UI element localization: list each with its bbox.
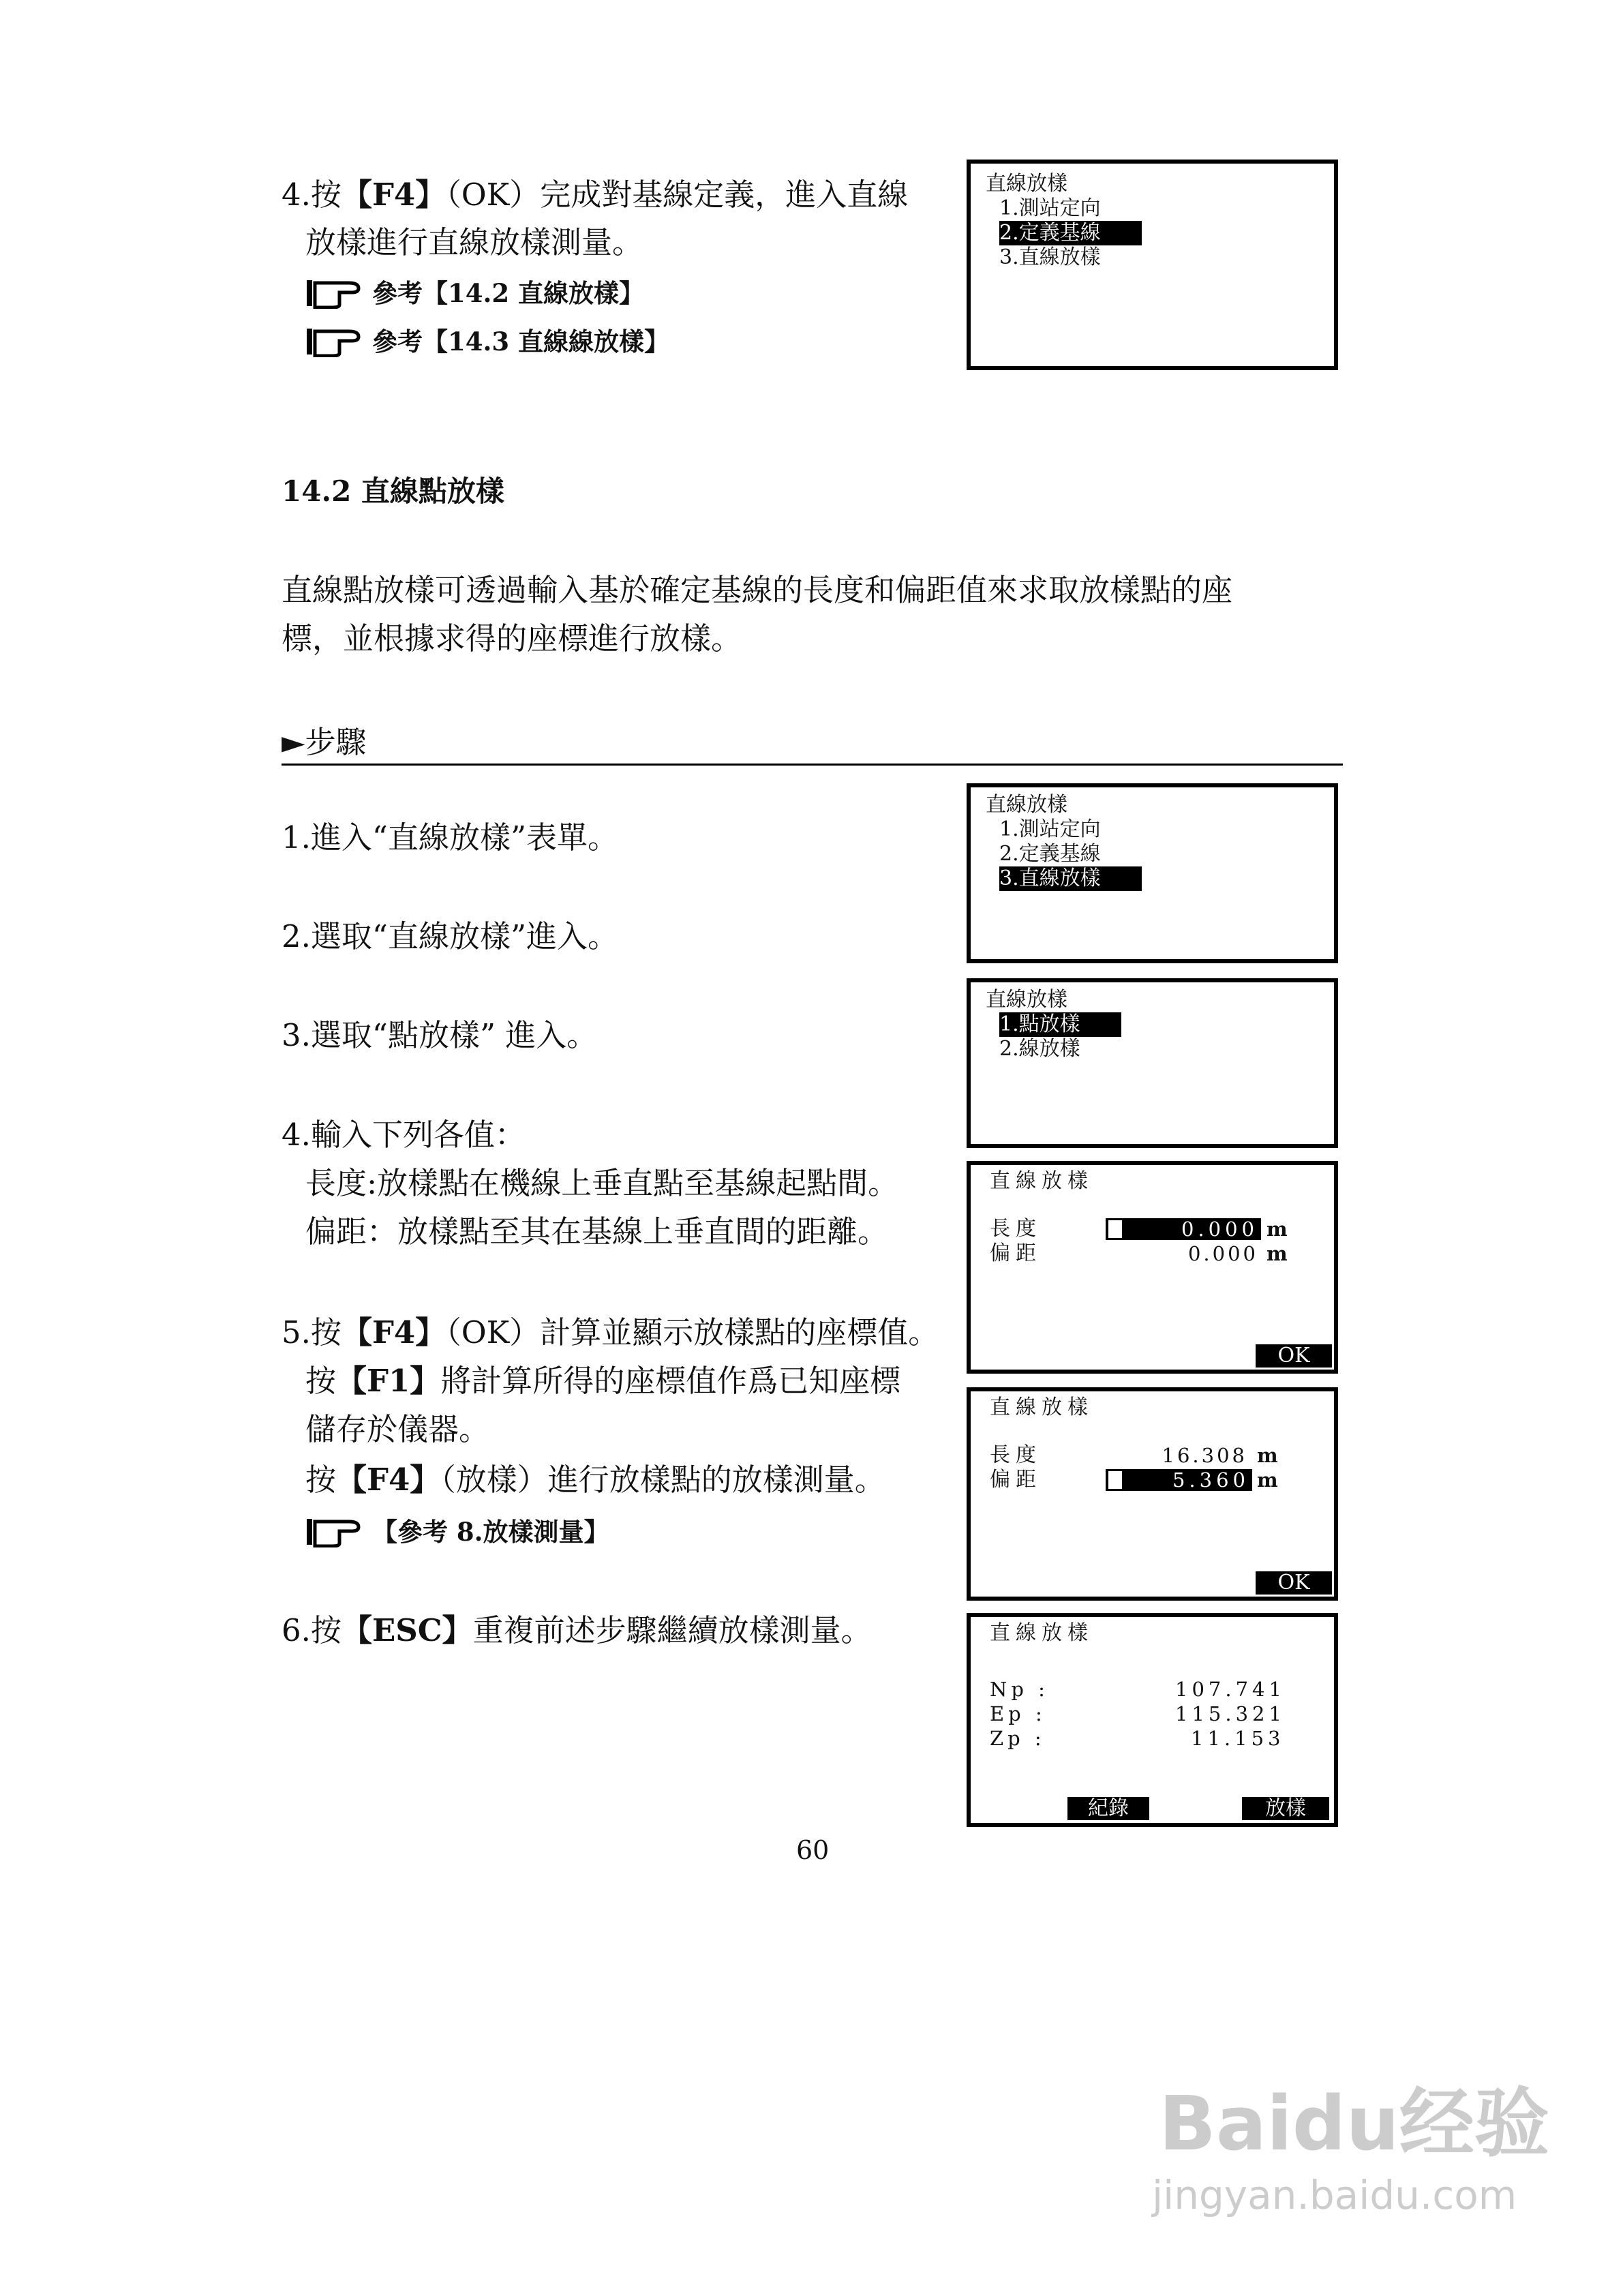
step-2: 2.選取“直線放樣”進入。 xyxy=(282,918,618,954)
np-label: Np : xyxy=(990,1678,1049,1701)
screen-input-empty xyxy=(967,1161,1338,1374)
offset-input[interactable]: 0.000 xyxy=(1187,1242,1258,1265)
ok-softkey[interactable]: OK xyxy=(1256,1344,1332,1368)
step-4-offset: 偏距：放樣點至其在基線上垂直間的距離。 xyxy=(305,1213,889,1250)
screen-title: 直線放樣 xyxy=(986,793,1067,817)
stakeout-softkey[interactable]: 放樣 xyxy=(1242,1797,1329,1820)
length-label: 長度 xyxy=(990,1217,1042,1241)
reference-14-2: 參考【14.2 直線放樣】 xyxy=(305,276,644,310)
menu-item-selected[interactable]: 1.點放樣 xyxy=(999,1012,1121,1037)
step-5-f1: 按【F1】將計算所得的座標值作爲已知座標 xyxy=(305,1363,901,1399)
divider xyxy=(282,764,1343,766)
steps-heading: ►步驟 xyxy=(282,724,367,760)
step-4-length: 長度:放樣點在機線上垂直點至基線起點間。 xyxy=(305,1165,899,1201)
watermark-brand: Baidu经验 xyxy=(1159,2080,1549,2167)
unit: m xyxy=(1266,1242,1292,1265)
page-number: 60 xyxy=(796,1835,830,1865)
section-paragraph-line2: 標，並根據求得的座標進行放樣。 xyxy=(282,620,742,656)
offset-label: 偏距 xyxy=(990,1468,1042,1492)
cursor xyxy=(1108,1471,1122,1489)
pointing-hand-icon xyxy=(305,326,367,357)
menu-item-selected[interactable]: 2.定義基線 xyxy=(999,221,1142,245)
ep-label: Ep : xyxy=(990,1702,1046,1725)
step-5-f4: 按【F4】（放樣）進行放樣點的放樣測量。 xyxy=(305,1462,885,1498)
menu-item[interactable]: 3.直線放樣 xyxy=(999,245,1101,269)
menu-item-selected[interactable]: 3.直線放樣 xyxy=(999,866,1142,891)
step-5: 5.按【F4】（OK）計算並顯示放樣點的座標值。 xyxy=(282,1314,939,1350)
step-1: 1.進入“直線放樣”表單。 xyxy=(282,819,618,856)
unit: m xyxy=(1266,1218,1292,1241)
unit: m xyxy=(1257,1444,1282,1467)
screen-title: 直線放樣 xyxy=(986,172,1067,196)
np-value: 107.741 xyxy=(1175,1678,1286,1701)
step-6: 6.按【ESC】重複前述步驟繼續放樣測量。 xyxy=(282,1612,872,1648)
watermark-url: jingyan.baidu.com xyxy=(1152,2172,1517,2218)
zp-value: 11.153 xyxy=(1191,1727,1285,1750)
screen-menu-point-stakeout xyxy=(967,978,1338,1148)
cursor xyxy=(1108,1220,1122,1238)
offset-input[interactable]: 5.360 xyxy=(1106,1469,1252,1491)
unit: m xyxy=(1257,1468,1282,1492)
section-heading: 14.2 直線點放樣 xyxy=(282,474,504,508)
screen-title: 直線放樣 xyxy=(990,1621,1093,1645)
screen-title: 直線放樣 xyxy=(986,988,1067,1012)
menu-item[interactable]: 1.測站定向 xyxy=(999,196,1101,220)
screen-input-filled xyxy=(967,1387,1338,1601)
length-input[interactable]: 16.308 xyxy=(1162,1444,1247,1467)
zp-label: Zp : xyxy=(990,1727,1046,1750)
section-paragraph-line1: 直線點放樣可透過輸入基於確定基線的長度和偏距值來求取放樣點的座 xyxy=(282,572,1233,608)
pointing-hand-icon xyxy=(305,277,367,309)
baidu-watermark xyxy=(1152,2079,1549,2222)
screen-title: 直線放樣 xyxy=(990,1169,1093,1193)
ep-value: 115.321 xyxy=(1175,1702,1286,1725)
step-4: 4.輸入下列各值： xyxy=(282,1117,526,1153)
reference-8: 【參考 8.放樣測量】 xyxy=(305,1515,609,1549)
pointing-hand-icon xyxy=(305,1516,367,1547)
offset-label: 偏距 xyxy=(990,1241,1042,1265)
step-5-store: 儲存於儀器。 xyxy=(305,1411,490,1447)
length-label: 長度 xyxy=(990,1443,1042,1467)
screen-title: 直線放樣 xyxy=(990,1395,1093,1419)
screen-result xyxy=(967,1613,1338,1827)
reference-14-3: 參考【14.3 直線線放樣】 xyxy=(305,324,669,359)
length-input[interactable]: 0.000 xyxy=(1106,1218,1261,1240)
step-3: 3.選取“點放樣” 進入。 xyxy=(282,1017,598,1053)
intro-step-line2: 放樣進行直線放樣測量。 xyxy=(305,224,643,260)
intro-step-line1: 4.按【F4】（OK）完成對基線定義，進入直線 xyxy=(282,177,909,213)
menu-item[interactable]: 1.測站定向 xyxy=(999,817,1101,841)
ok-softkey[interactable]: OK xyxy=(1256,1571,1332,1595)
menu-item[interactable]: 2.定義基線 xyxy=(999,842,1101,866)
screen-menu-line-stakeout xyxy=(967,783,1338,963)
menu-item[interactable]: 2.線放樣 xyxy=(999,1037,1080,1061)
screen-menu-define-baseline xyxy=(967,160,1338,370)
record-softkey[interactable]: 紀錄 xyxy=(1067,1797,1149,1820)
